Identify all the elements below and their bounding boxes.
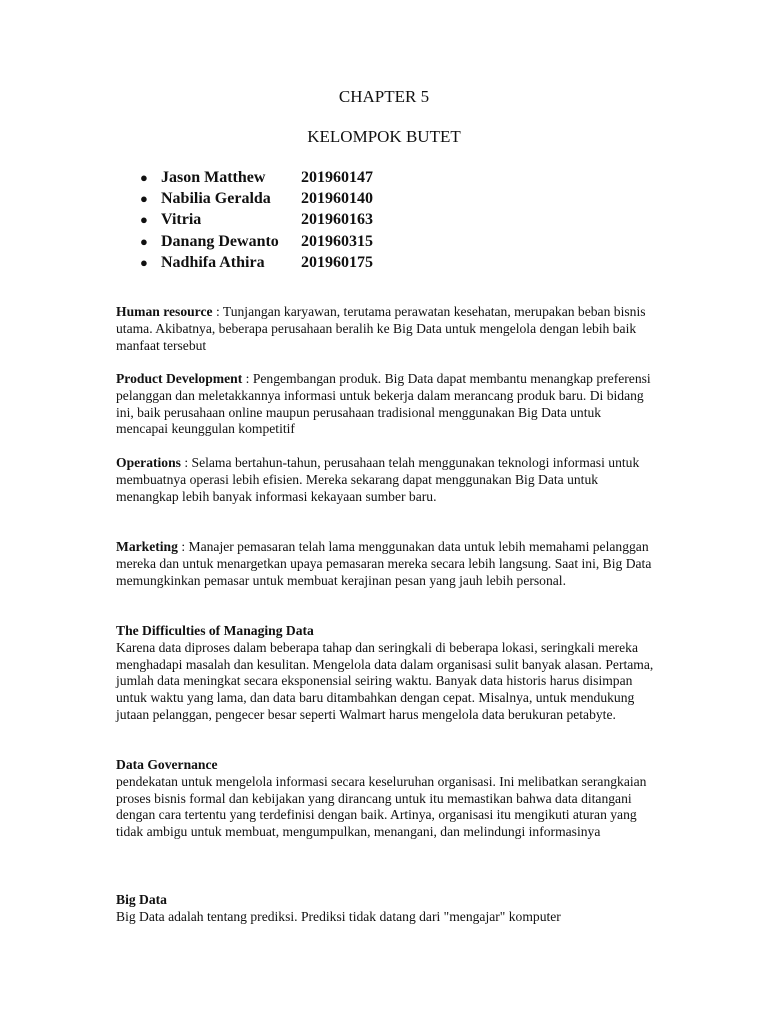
- group-title: KELOMPOK BUTET: [307, 127, 461, 146]
- label-separator: :: [180, 455, 192, 470]
- member-id: 201960175: [301, 253, 373, 271]
- governance-section: [116, 757, 656, 841]
- bullet-icon: ●: [140, 191, 148, 207]
- bullet-icon: ●: [140, 170, 148, 185]
- operations-paragraph: [116, 455, 656, 505]
- paragraph-label: Product Development: [116, 371, 243, 386]
- paragraph-text: Pengembangan produk. Big Data dapat membantu menangkap preferensi pelanggan dan meletakkannya informasi untuk bekerja dalam merancang produk baru. Di bidang ini, baik perusahaan online maupun perusahaan tradisional menggunakan Big Data untuk mencapai keunggulan kompetitif: [116, 371, 651, 437]
- member-id: 201960315: [301, 232, 373, 250]
- member-name: Nabilia Geralda: [161, 190, 271, 208]
- member-name: Vitria: [161, 211, 202, 229]
- label-separator: :: [177, 539, 189, 554]
- member-id: 201960147: [301, 169, 373, 186]
- section-heading: Data Governance: [116, 757, 218, 772]
- human-resource-paragraph: [116, 304, 656, 354]
- label-separator: :: [212, 304, 223, 319]
- marketing-paragraph: [116, 539, 656, 589]
- section-text: pendekatan untuk mengelola informasi secara keseluruhan organisasi. Ini melibatkan serangkaian proses bisnis formal dan kebijakan yang dirancang untuk itu memastikan bahwa data ditangani dengan cara tertentu yang terdefinisi dengan baik. Artinya, organisasi itu mengikuti aturan yang tidak ambigu untuk membuat, mengumpulkan, menangani, dan melindungi informasinya: [116, 773, 647, 840]
- section-text: Karena data diproses dalam beberapa tahap dan seringkali di beberapa lokasi, seringkali mereka menghadapi masalah dan kesulitan. Mengelola data dalam organisasi sulit banyak alasan. Pertama, jumlah data meningkat secara eksponensial seiring waktu. Banyak data historis harus disimpan untuk waktu yang lama, dan data baru ditambahkan dengan cepat. Misalnya, untuk mendukung jutaan pelanggan, pengecer besar seperti Walmart harus mengelola data berukuran petabyte.: [116, 639, 654, 722]
- paragraph-label: Operations: [116, 455, 181, 470]
- paragraph-label: Marketing: [116, 539, 178, 554]
- difficulties-section: [116, 623, 656, 724]
- product-development-paragraph: [116, 371, 656, 438]
- label-separator: :: [242, 371, 253, 386]
- paragraph-label: Human resource: [116, 304, 213, 319]
- bullet-icon: ●: [140, 212, 148, 228]
- member-name: Nadhifa Athira: [161, 253, 265, 271]
- member-id: 201960163: [301, 211, 373, 229]
- paragraph-text: Manajer pemasaran telah lama menggunakan data untuk lebih memahami pelanggan mereka dan untuk menargetkan upaya pemasaran mereka secara lebih langsung. Saat ini, Big Data memungkinkan pemasar untuk membuat kerajinan pesan yang jauh lebih personal.: [116, 539, 652, 588]
- chapter-title: CHAPTER 5: [338, 87, 430, 106]
- member-name: Jason Matthew: [161, 169, 266, 186]
- member-name: Danang Dewanto: [161, 232, 279, 250]
- section-heading: Big Data: [116, 892, 167, 907]
- bullet-icon: ●: [140, 233, 148, 249]
- section-text: Big Data adalah tentang prediksi. Prediksi tidak datang dari "mengajar" komputer: [116, 908, 561, 924]
- big-data-section: [116, 892, 656, 926]
- paragraph-text: Selama bertahun-tahun, perusahaan telah menggunakan teknologi informasi untuk membuatnya operasi lebih efisien. Mereka sekarang dapat menggunakan Big Data untuk menangkap lebih banyak informasi kekayaan sumber baru.: [116, 455, 640, 504]
- section-heading: The Difficulties of Managing Data: [116, 623, 314, 638]
- member-id: 201960140: [301, 190, 373, 208]
- paragraph-text: Tunjangan karyawan, terutama perawatan kesehatan, merupakan beban bisnis utama. Akibatnya, beberapa perusahaan beralih ke Big Data untuk mengelola dengan lebih baik manfaat tersebut: [116, 304, 646, 353]
- bullet-icon: ●: [140, 254, 148, 270]
